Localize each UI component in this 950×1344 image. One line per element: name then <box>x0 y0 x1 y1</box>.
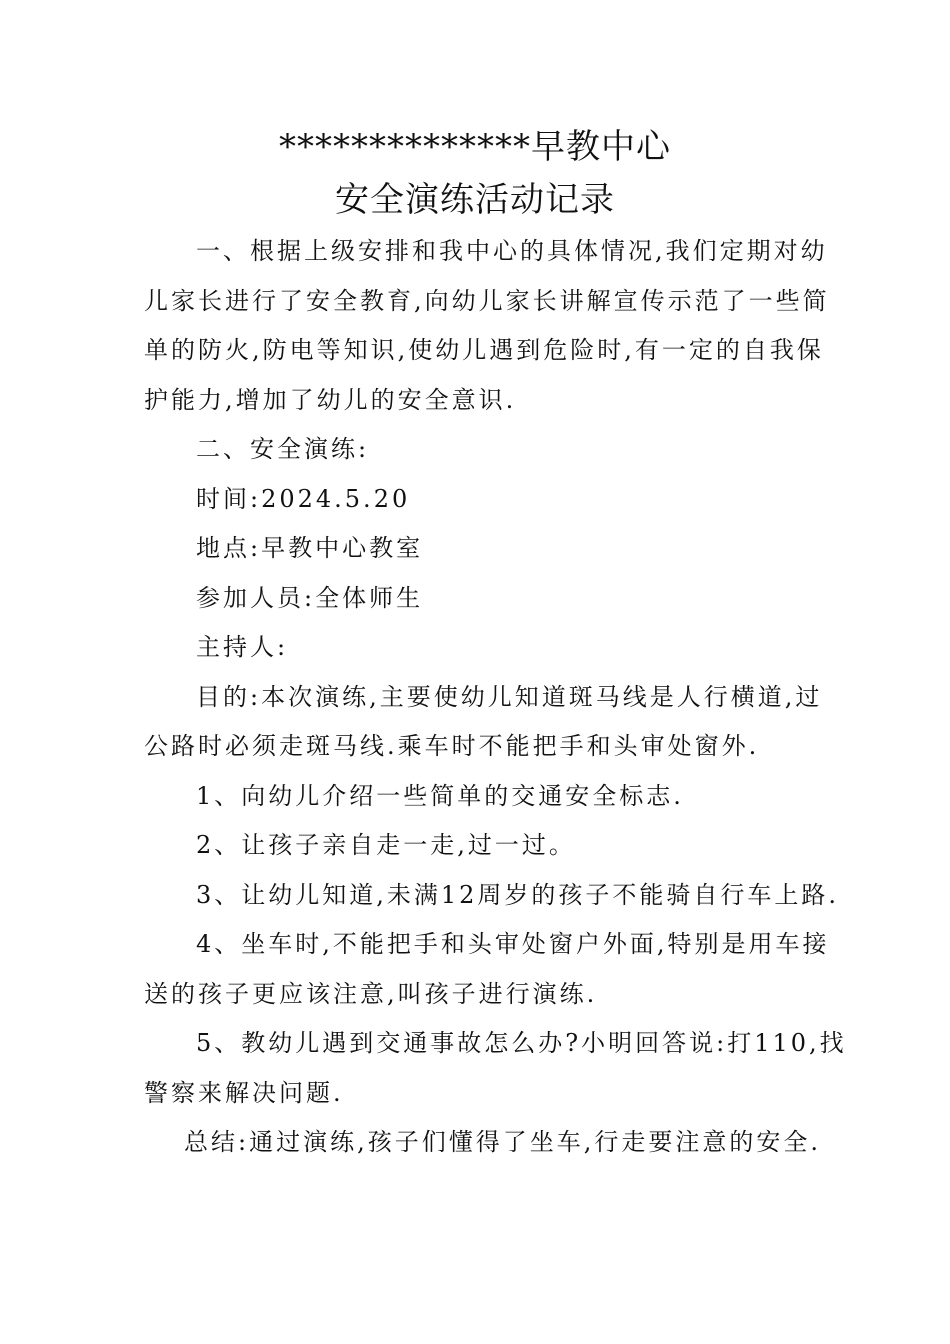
paragraph-line: 护能力,增加了幼儿的安全意识. <box>144 385 517 414</box>
time-line: 时间:2024.5.20 <box>196 484 411 513</box>
document-title: **************早教中心 <box>279 127 671 167</box>
list-item: 4、坐车时,不能把手和头审处窗户外面,特别是用车接 <box>196 930 830 958</box>
paragraph-line: 送的孩子更应该注意,叫孩子进行演练. <box>144 979 598 1008</box>
document-body <box>144 227 847 1168</box>
summary-line: 总结:通过演练,孩子们懂得了坐车,行走要注意的安全. <box>184 1128 821 1156</box>
section-heading: 二、安全演练: <box>196 435 370 463</box>
paragraph-line: 警察来解决问题. <box>144 1078 344 1107</box>
host-line: 主持人: <box>196 633 289 661</box>
document-subtitle: 安全演练活动记录 <box>335 180 615 220</box>
paragraph-line: 公路时必须走斑马线.乘车时不能把手和头审处窗外. <box>144 732 760 760</box>
location-line: 地点:早教中心教室 <box>196 534 424 562</box>
paragraph-line: 单的防火,防电等知识,使幼儿遇到危险时,有一定的自我保 <box>144 336 824 364</box>
list-item: 3、让幼儿知道,未满12周岁的孩子不能骑自行车上路. <box>196 880 840 909</box>
participants-line: 参加人员:全体师生 <box>196 583 424 612</box>
paragraph-line: 儿家长进行了安全教育,向幼儿家长讲解宣传示范了一些简 <box>144 286 830 315</box>
purpose-line: 目的:本次演练,主要使幼儿知道斑马线是人行横道,过 <box>196 682 823 711</box>
list-item: 2、让孩子亲自走一走,过一过。 <box>196 831 576 859</box>
paragraph-line: 一、根据上级安排和我中心的具体情况,我们定期对幼 <box>196 237 828 265</box>
list-item: 1、向幼儿介绍一些简单的交通安全标志. <box>196 781 684 810</box>
list-item: 5、教幼儿遇到交通事故怎么办?小明回答说:打110,找 <box>196 1029 847 1057</box>
